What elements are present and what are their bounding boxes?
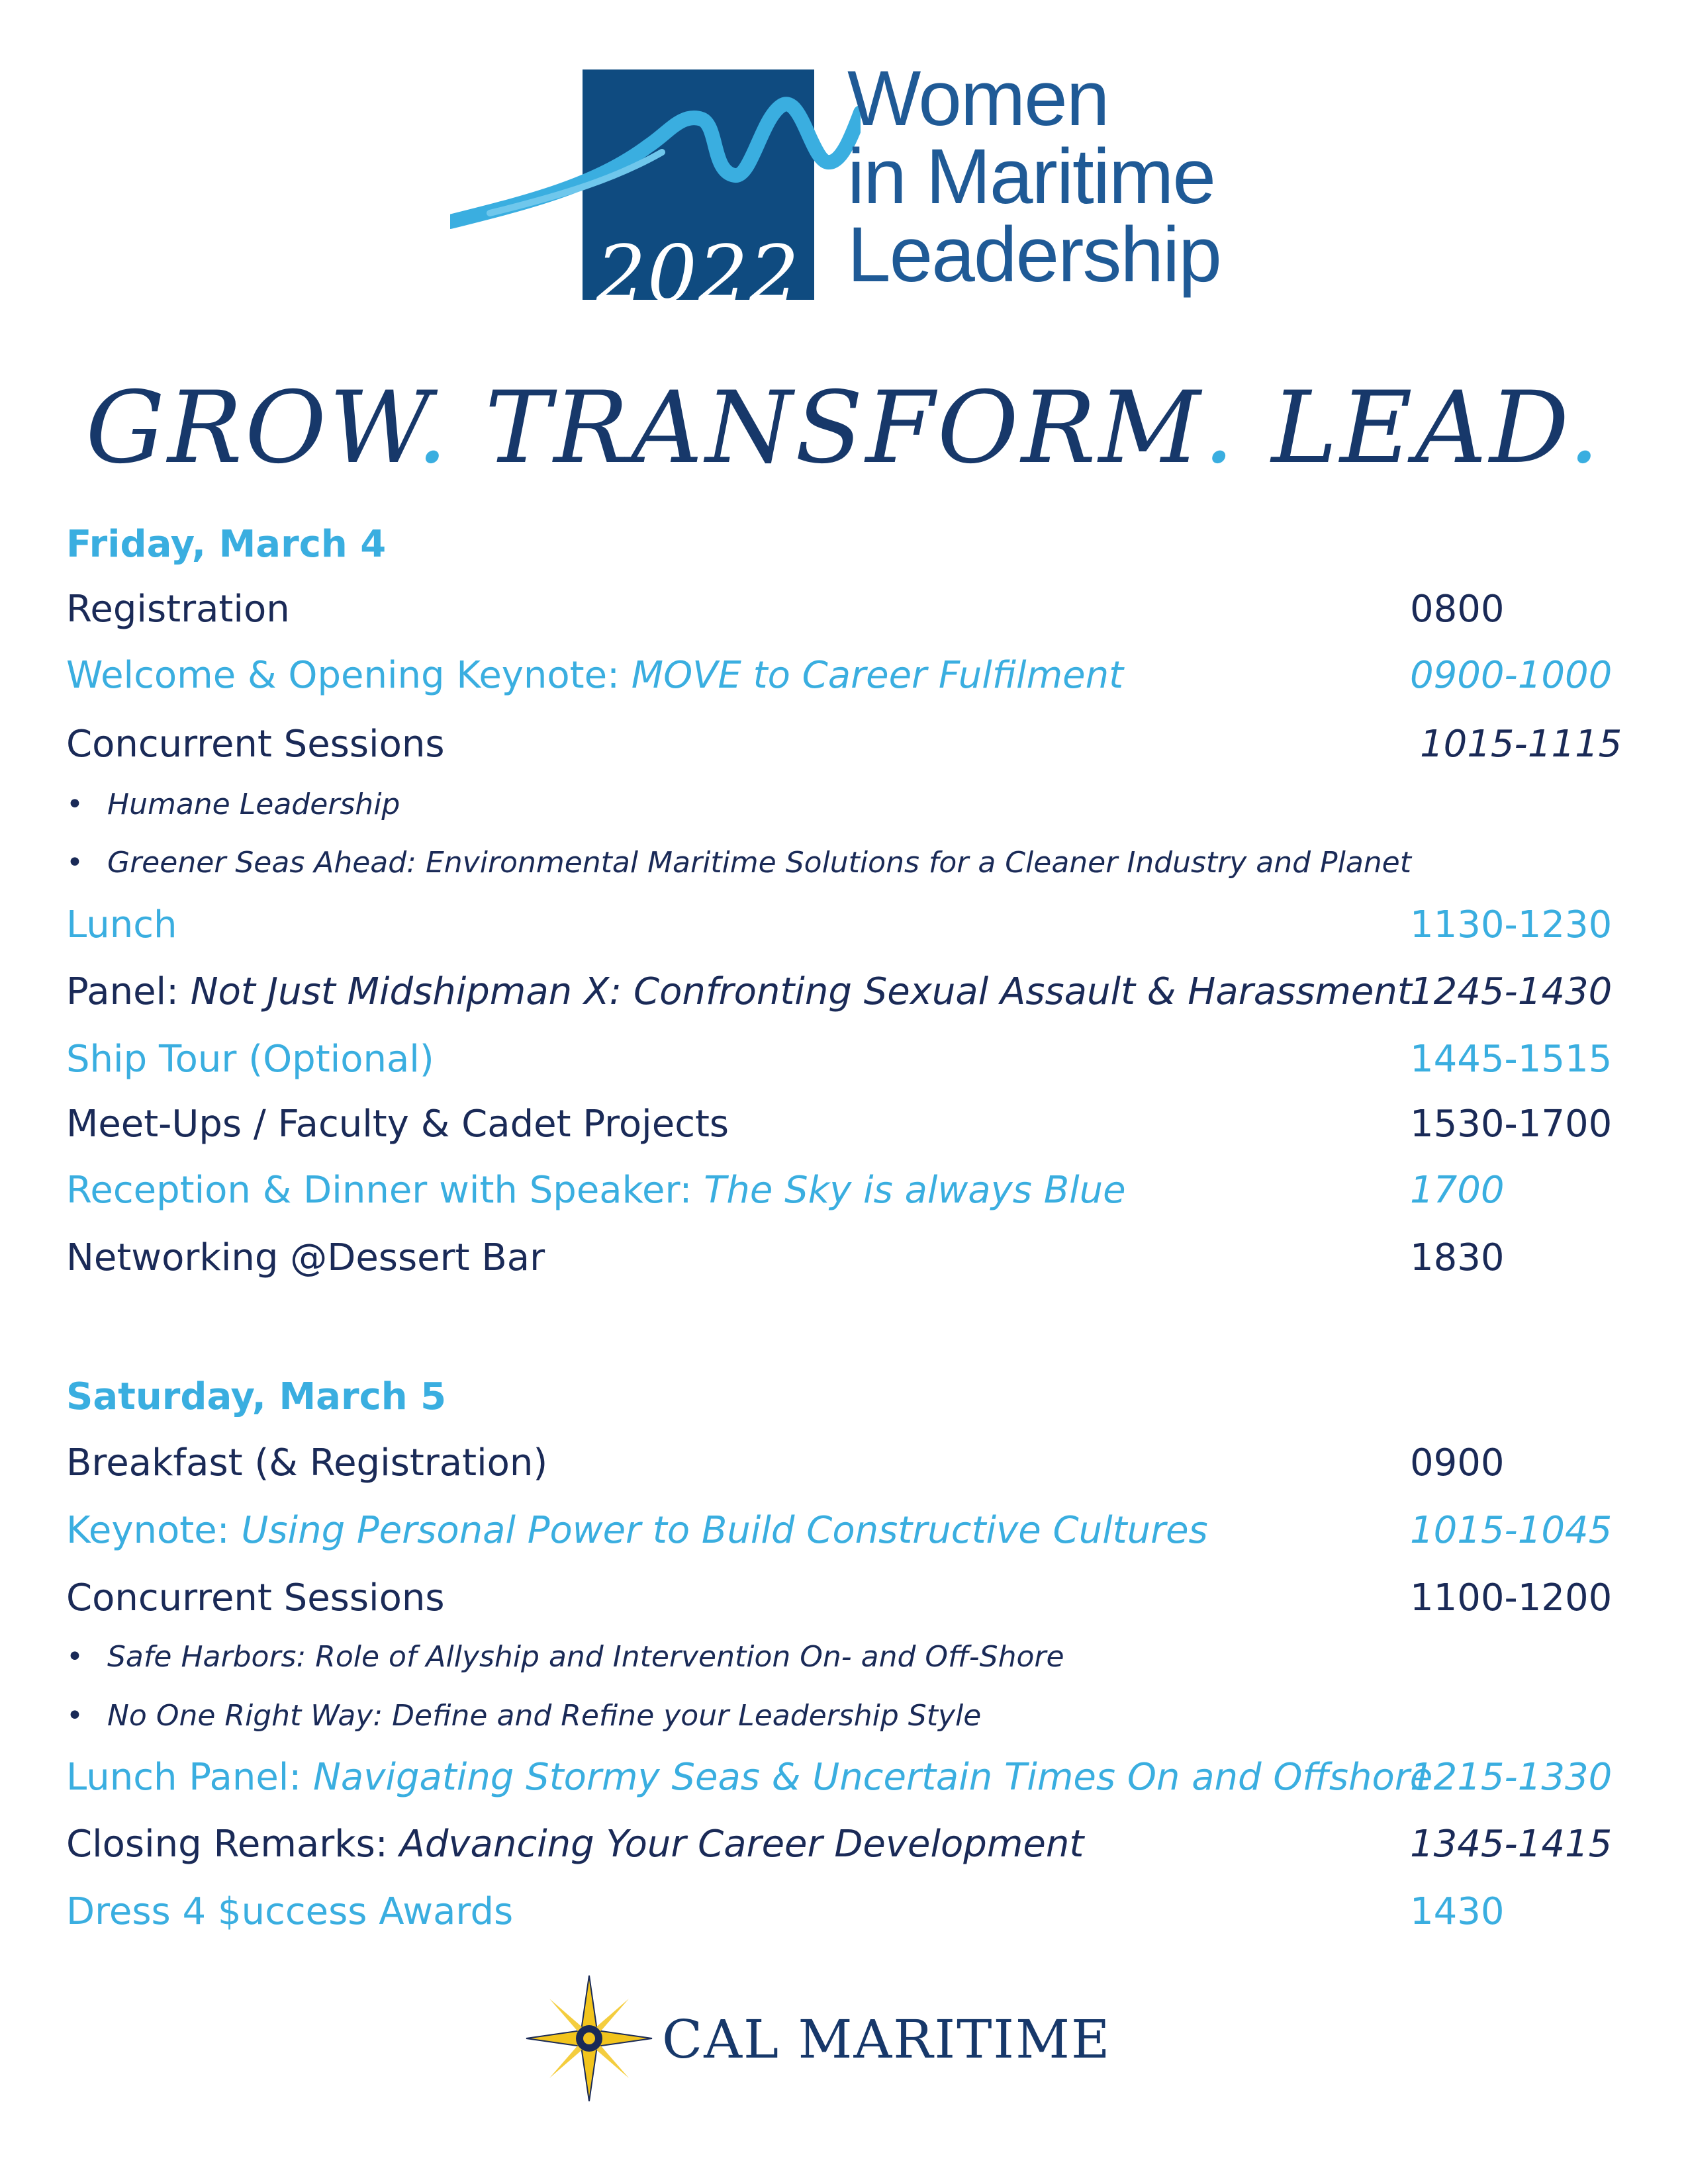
schedule-row [66, 1169, 1622, 1222]
session-time: 1700 [1410, 1169, 1505, 1212]
session-time: 1530-1700 [1410, 1103, 1613, 1146]
session-time: 1430 [1410, 1890, 1505, 1933]
schedule-row [66, 1756, 1622, 1809]
session-time: 1345-1415 [1410, 1823, 1613, 1866]
schedule-row [66, 903, 1622, 956]
cal-maritime-logo [523, 1972, 1119, 2105]
tagline-dot: . [1568, 371, 1603, 486]
tagline-lead: LEAD [1271, 371, 1569, 486]
session-title: MOVE to Career Fulfilment [631, 654, 1124, 697]
schedule-row [66, 970, 1622, 1023]
session-label: Dress 4 $uccess Awards [66, 1890, 514, 1933]
schedule-row [66, 654, 1622, 707]
tagline-dot: . [416, 371, 451, 486]
list-item: • No One Right Way: Define and Refine your Leadership Style [66, 1699, 982, 1733]
session-label: Breakfast (& Registration) [66, 1441, 548, 1484]
session-time: 0900-1000 [1410, 654, 1613, 697]
list-item: • Safe Harbors: Role of Allyship and Intervention On- and Off-Shore [66, 1640, 1064, 1674]
day-heading-friday: Friday, March 4 [66, 523, 387, 566]
org-name: CAL MARITIME [662, 2009, 1111, 2070]
logo-line-women: Women [847, 55, 1109, 142]
schedule-row [66, 1441, 1622, 1494]
schedule-row [66, 1576, 1622, 1629]
list-item: • Humane Leadership [66, 788, 400, 821]
session-time: 1245-1430 [1410, 970, 1613, 1013]
schedule-row [66, 1890, 1622, 1943]
session-label: Welcome & Opening Keynote: MOVE to Career Fulfilment [66, 654, 1124, 697]
session-label: Concurrent Sessions [66, 1576, 445, 1619]
session-time: 1015-1045 [1410, 1509, 1613, 1552]
schedule-row [66, 1509, 1622, 1562]
session-title: Not Just Midshipman X: Confronting Sexual Assault & Harassment [190, 970, 1412, 1013]
session-title: The Sky is always Blue [704, 1169, 1126, 1212]
compass-star-icon [523, 1972, 655, 2105]
session-label: Reception & Dinner with Speaker: The Sky is always Blue [66, 1169, 1126, 1212]
logo-wordmark [847, 55, 1221, 298]
session-time: 1830 [1410, 1236, 1505, 1279]
tagline-dot: . [1203, 371, 1237, 486]
session-title: Using Personal Power to Build Constructive Cultures [241, 1509, 1208, 1552]
session-label: Ship Tour (Optional) [66, 1038, 434, 1081]
schedule-row [66, 1103, 1622, 1156]
session-label: Meet-Ups / Faculty & Cadet Projects [66, 1103, 729, 1146]
tagline-transform: TRANSFORM [485, 371, 1203, 486]
session-label: Panel: Not Just Midshipman X: Confronting Sexual Assault & Harassment [66, 970, 1412, 1013]
schedule-row [66, 1236, 1622, 1289]
session-time: 1100-1200 [1410, 1576, 1613, 1619]
tagline [0, 371, 1688, 486]
session-time: 1130-1230 [1410, 903, 1613, 946]
logo-line-leadership: Leadership [847, 211, 1221, 298]
session-label: Closing Remarks: Advancing Your Career Development [66, 1823, 1084, 1866]
schedule-row [66, 1823, 1622, 1876]
schedule-row [66, 723, 1622, 776]
event-logo [450, 55, 1244, 324]
session-title: Navigating Stormy Seas & Uncertain Times On and Offshore [313, 1756, 1433, 1799]
day-heading-saturday: Saturday, March 5 [66, 1375, 447, 1418]
wave-icon [450, 60, 861, 232]
session-label: Networking @Dessert Bar [66, 1236, 545, 1279]
logo-line-maritime: in Maritime [847, 133, 1215, 220]
schedule-row [66, 1038, 1622, 1091]
session-time: 1215-1330 [1410, 1756, 1613, 1799]
session-label: Concurrent Sessions [66, 723, 445, 766]
session-label: Keynote: Using Personal Power to Build Constructive Cultures [66, 1509, 1208, 1552]
session-label: Lunch [66, 903, 177, 946]
tagline-grow: GROW [85, 371, 416, 486]
schedule-row [66, 588, 1622, 641]
session-time: 0800 [1410, 588, 1505, 631]
session-time: 1445-1515 [1410, 1038, 1613, 1081]
session-time: 0900 [1410, 1441, 1505, 1484]
session-title: Advancing Your Career Development [399, 1823, 1084, 1866]
session-label: Lunch Panel: Navigating Stormy Seas & Uncertain Times On and Offshore [66, 1756, 1433, 1799]
list-item: • Greener Seas Ahead: Environmental Maritime Solutions for a Cleaner Industry and Planet [66, 846, 1411, 880]
logo-year: 2022 [596, 228, 801, 320]
session-label: Registration [66, 588, 290, 631]
session-time: 1015-1115 [1420, 723, 1622, 766]
